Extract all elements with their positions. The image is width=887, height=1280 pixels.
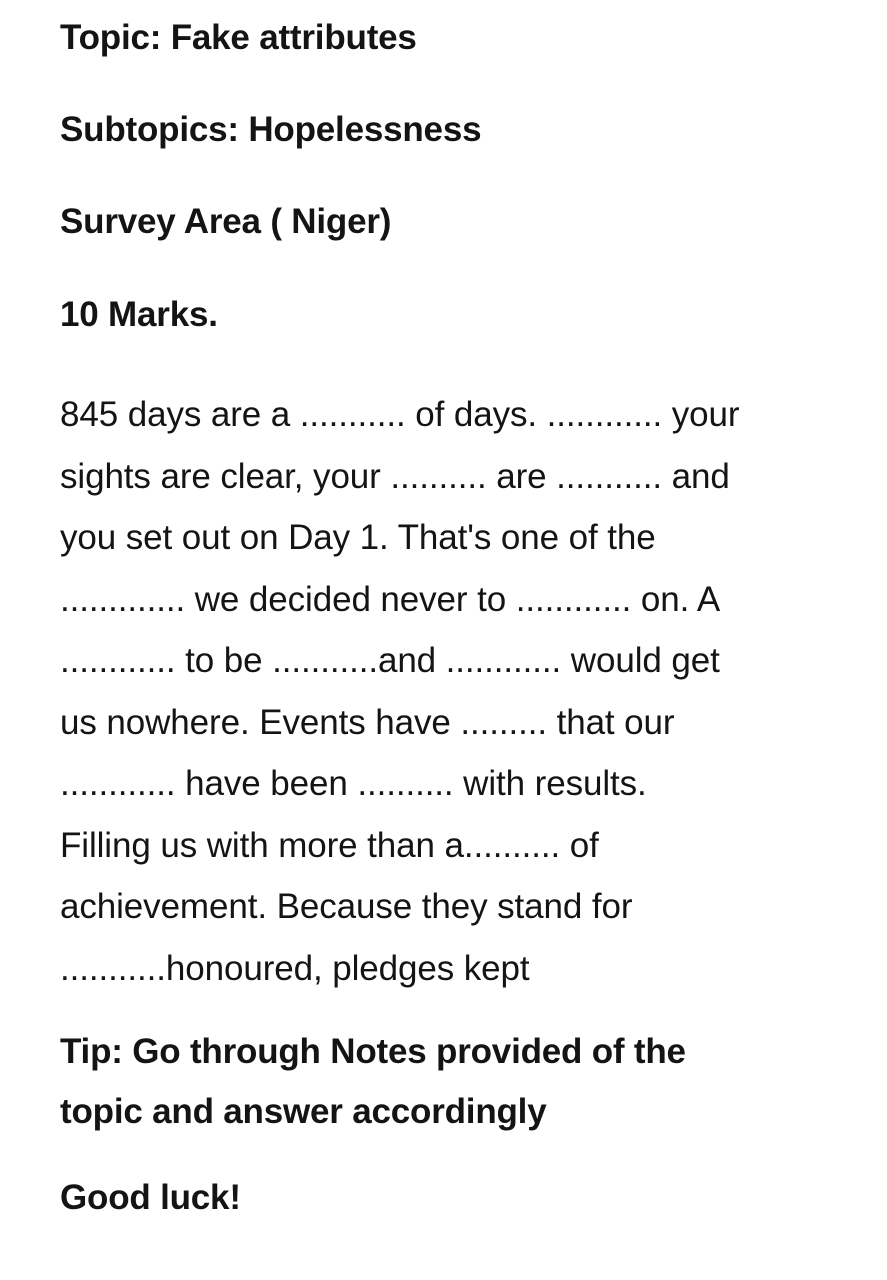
subtopics-heading: Subtopics: Hopelessness [60, 110, 482, 149]
tip-line: topic and answer accordingly [60, 1092, 547, 1131]
passage-line: ............ have been .......... with results. [60, 764, 647, 803]
survey-area-heading: Survey Area ( Niger) [60, 202, 392, 241]
tip-line: Tip: Go through Notes provided of the [60, 1032, 686, 1071]
topic-heading: Topic: Fake attributes [60, 18, 417, 57]
passage-line: ............ to be ...........and ............ would get [60, 641, 720, 680]
good-luck-text: Good luck! [60, 1178, 241, 1217]
passage-line: sights are clear, your .......... are ........... and [60, 456, 730, 496]
fill-in-passage [60, 384, 840, 999]
passage-line: Filling us with more than a.......... of [60, 825, 599, 865]
tip-block [60, 1022, 686, 1142]
passage-line: achievement. Because they stand for [60, 887, 633, 926]
passage-line: 845 days are a ........... of days. ............ your [60, 395, 740, 434]
marks-heading: 10 Marks. [60, 295, 218, 334]
passage-line: us nowhere. Events have ......... that our [60, 702, 675, 742]
passage-line: ...........honoured, pledges kept [60, 948, 530, 988]
passage-line: ............. we decided never to ............ on. A [60, 579, 721, 619]
passage-line: you set out on Day 1. That's one of the [60, 518, 656, 557]
